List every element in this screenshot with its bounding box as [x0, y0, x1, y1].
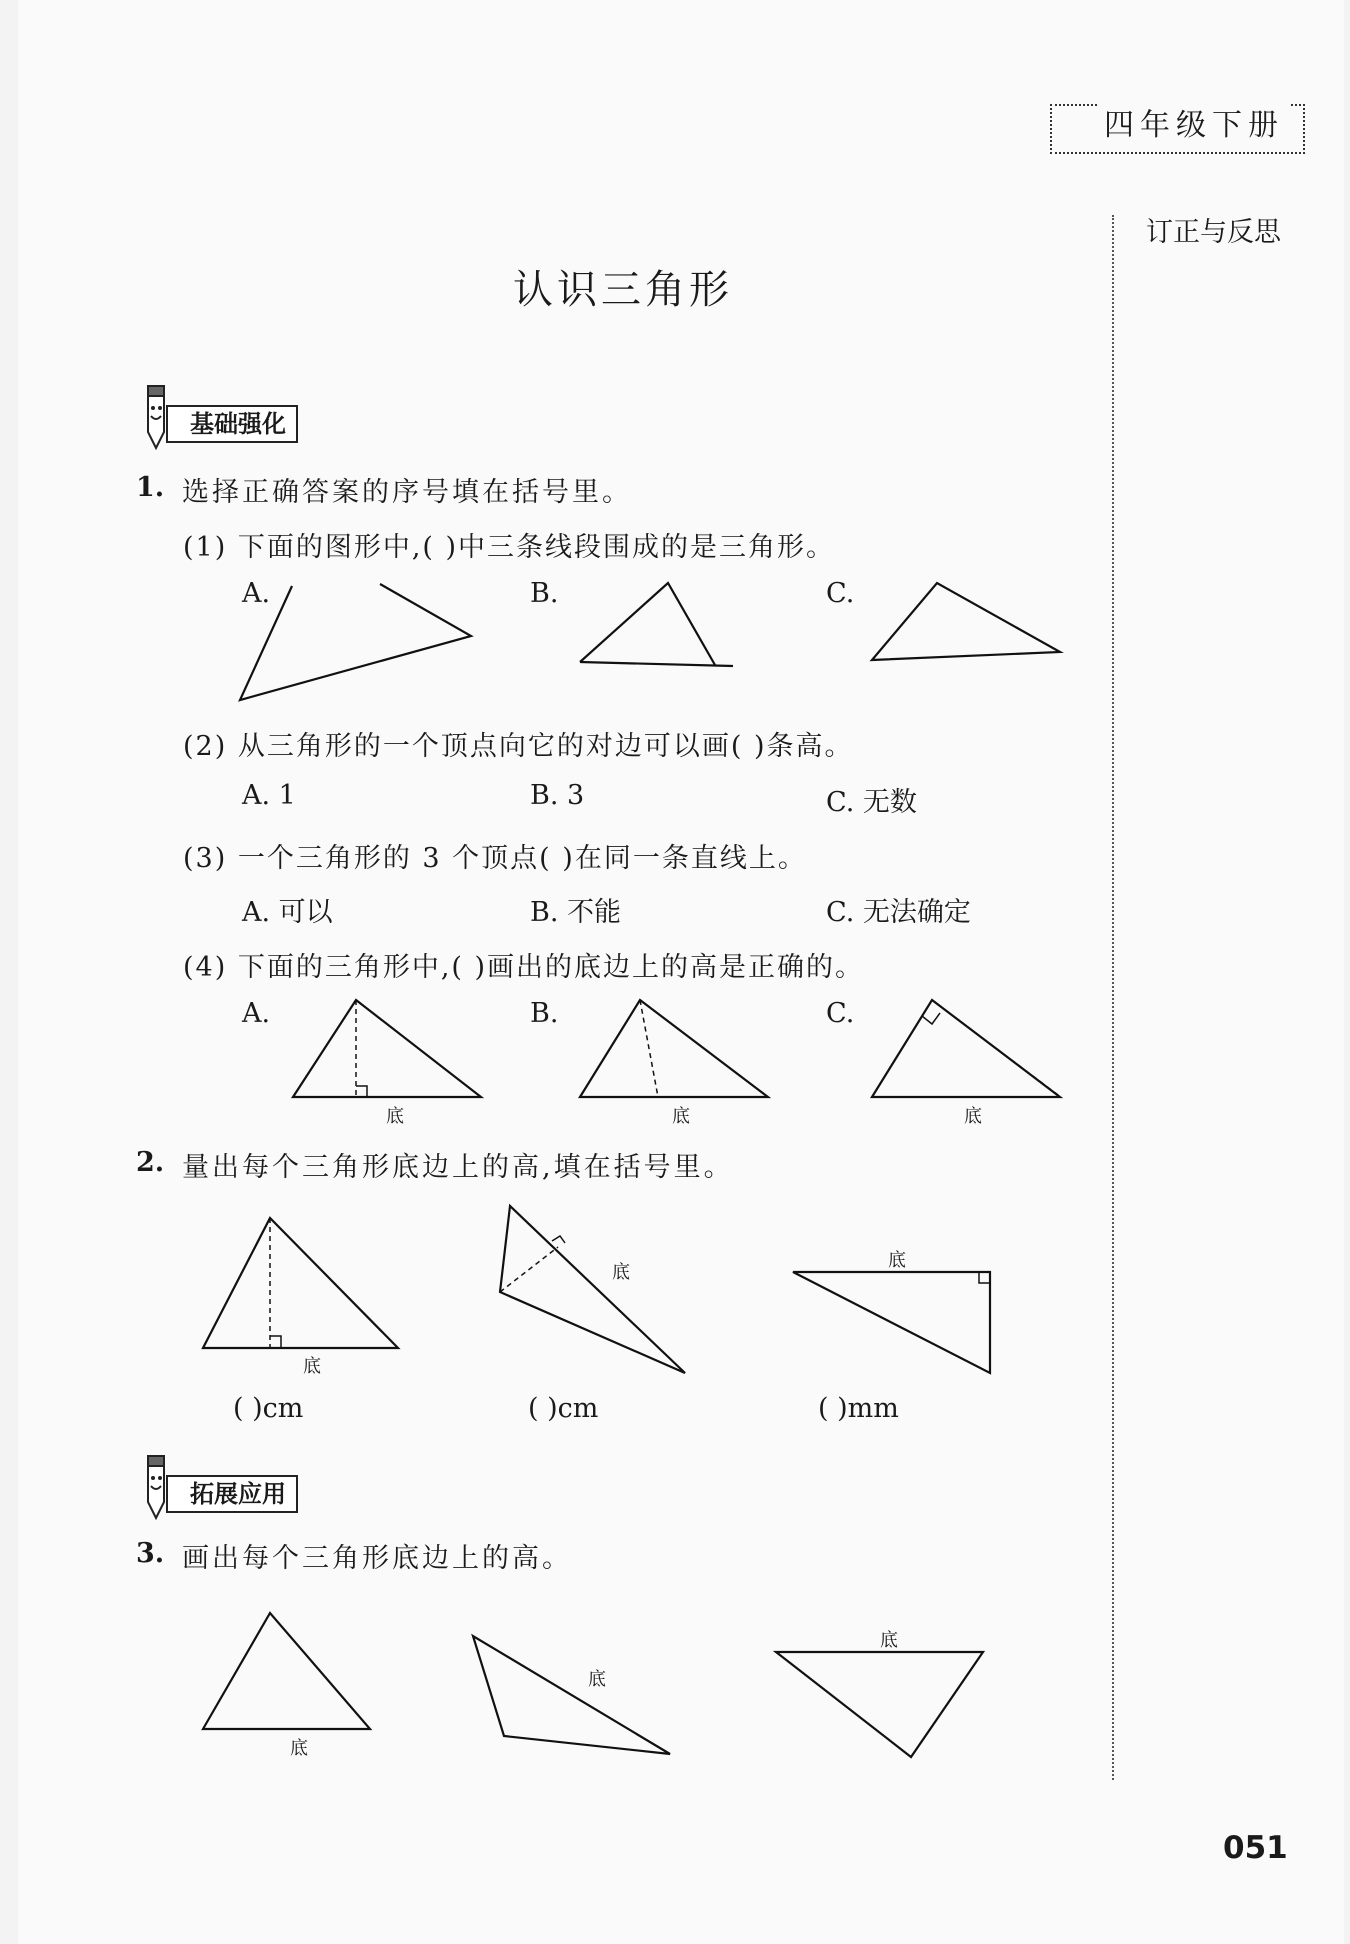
q2-answer-1: ( )cm — [233, 1393, 304, 1424]
q1-part3-option-c: C. 无法确定 — [826, 897, 971, 928]
q2-figure-3 — [793, 1272, 990, 1373]
q3-text: 画出每个三角形底边上的高。 — [182, 1543, 572, 1574]
q1-p1-figure-b — [580, 583, 733, 666]
q1-number: 1. — [136, 472, 165, 503]
q1-part4-option-c: C. — [826, 998, 855, 1029]
correction-label: 订正与反思 — [1146, 217, 1281, 248]
q1-part4-option-b: B. — [530, 998, 559, 1029]
base-label: 底 — [303, 1356, 321, 1377]
q1-p4-figure-a — [293, 1000, 481, 1097]
section-extend: 拓展应用 — [166, 1475, 298, 1513]
q1-p4-figure-b — [580, 1000, 768, 1097]
workbook-page — [18, 0, 1344, 1944]
q1-text: 选择正确答案的序号填在括号里。 — [182, 477, 632, 508]
section-basic: 基础强化 — [166, 405, 298, 443]
q2-answer-2: ( )cm — [528, 1393, 599, 1424]
q3-figure-1 — [203, 1613, 370, 1729]
q1-part1-option-a: A. — [242, 578, 271, 609]
q1-part2-option-a: A. 1 — [242, 780, 296, 811]
base-label: 底 — [588, 1669, 606, 1690]
q1-part3-text: (3) 一个三角形的 3 个顶点( )在同一条直线上。 — [183, 843, 807, 874]
q1-part3-option-b: B. 不能 — [530, 897, 622, 928]
base-label: 底 — [672, 1106, 690, 1127]
q1-p1-figure-c — [872, 583, 1060, 660]
q1-part1-option-b: B. — [530, 578, 559, 609]
q3-number: 3. — [136, 1538, 165, 1569]
q2-text: 量出每个三角形底边上的高,填在括号里。 — [182, 1152, 734, 1183]
q3-figure-2 — [473, 1636, 670, 1754]
q2-figure-1 — [203, 1218, 398, 1348]
q1-part2-text: (2) 从三角形的一个顶点向它的对边可以画( )条高。 — [183, 731, 854, 762]
q1-part3-option-a: A. 可以 — [242, 897, 333, 928]
q3-figure-3 — [776, 1652, 983, 1757]
figures — [18, 0, 1344, 1944]
q1-p1-figure-a — [240, 584, 471, 700]
q1-part2-option-c: C. 无数 — [826, 787, 917, 818]
base-label: 底 — [290, 1738, 308, 1759]
q1-part4-option-a: A. — [242, 998, 271, 1029]
base-label: 底 — [888, 1250, 906, 1271]
page-title: 认识三角形 — [513, 267, 733, 313]
q1-part1-text: (1) 下面的图形中,( )中三条线段围成的是三角形。 — [183, 532, 836, 563]
q2-answer-3: ( )mm — [818, 1393, 899, 1424]
page-number: 051 — [1223, 1830, 1288, 1866]
q1-p4-figure-c — [872, 1000, 1060, 1097]
q2-number: 2. — [136, 1147, 165, 1178]
base-label: 底 — [880, 1630, 898, 1651]
q2-figure-2 — [500, 1206, 685, 1373]
base-label: 底 — [612, 1262, 630, 1283]
q1-part4-text: (4) 下面的三角形中,( )画出的底边上的高是正确的。 — [183, 952, 865, 983]
q1-part2-option-b: B. 3 — [530, 780, 585, 811]
grade-label: 四年级下册 — [1098, 100, 1290, 144]
base-label: 底 — [964, 1106, 982, 1127]
q1-part1-option-c: C. — [826, 578, 855, 609]
base-label: 底 — [386, 1106, 404, 1127]
